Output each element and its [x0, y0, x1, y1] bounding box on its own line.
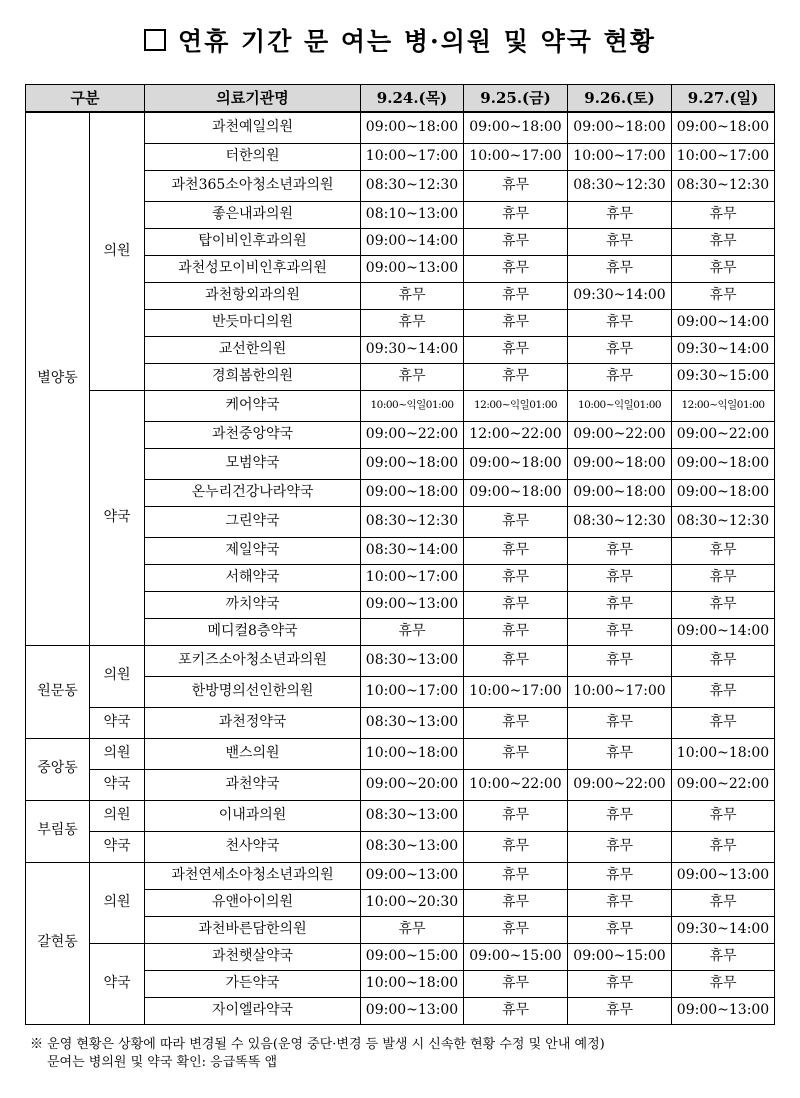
area-cell: 원문동 [26, 645, 90, 738]
hours-cell: 휴무 [672, 800, 775, 831]
hours-cell: 10:00~익일01:00 [568, 390, 672, 421]
hours-cell: 09:00~18:00 [672, 112, 775, 143]
hours-cell: 휴무 [568, 564, 672, 591]
hours-cell: 휴무 [672, 255, 775, 282]
hours-cell: 09:00~18:00 [464, 112, 568, 143]
institution-name-cell: 과천항외과의원 [145, 282, 361, 309]
institution-name-cell: 교선한의원 [145, 336, 361, 363]
hours-cell: 휴무 [672, 645, 775, 676]
hours-cell: 휴무 [464, 282, 568, 309]
hours-cell: 08:30~12:30 [568, 170, 672, 201]
hours-cell: 휴무 [568, 831, 672, 862]
hours-cell: 휴무 [568, 201, 672, 228]
type-cell: 의원 [90, 645, 145, 707]
hours-cell: 휴무 [672, 591, 775, 618]
table-row [26, 769, 775, 800]
institution-name-cell: 까치약국 [145, 591, 361, 618]
hours-cell: 휴무 [464, 862, 568, 889]
hours-cell: 09:00~18:00 [568, 448, 672, 479]
header-day: 9.26.(토) [568, 85, 672, 113]
hours-cell: 휴무 [464, 997, 568, 1024]
institution-name-cell: 과천중앙약국 [145, 421, 361, 448]
hours-cell: 09:00~18:00 [568, 112, 672, 143]
type-cell: 의원 [90, 800, 145, 831]
hours-cell: 09:00~18:00 [672, 448, 775, 479]
table-row [26, 645, 775, 676]
hours-cell: 08:30~12:30 [672, 170, 775, 201]
type-cell: 의원 [90, 112, 145, 390]
hours-cell: 10:00~익일01:00 [361, 390, 464, 421]
hours-cell: 09:00~22:00 [568, 421, 672, 448]
hours-cell: 09:00~13:00 [361, 255, 464, 282]
hours-cell: 휴무 [464, 800, 568, 831]
institution-name-cell: 경희봄한의원 [145, 363, 361, 390]
table-row [26, 738, 775, 769]
area-cell: 부림동 [26, 800, 90, 862]
institution-name-cell: 천사약국 [145, 831, 361, 862]
institution-name-cell: 모범약국 [145, 448, 361, 479]
hours-cell: 휴무 [464, 970, 568, 997]
hours-cell: 휴무 [672, 676, 775, 707]
institution-name-cell: 과천예일의원 [145, 112, 361, 143]
hours-cell: 08:30~13:00 [361, 800, 464, 831]
hours-cell: 09:00~18:00 [672, 479, 775, 506]
institution-name-cell: 케어약국 [145, 390, 361, 421]
hours-cell: 09:00~22:00 [361, 421, 464, 448]
hours-cell: 10:00~17:00 [361, 143, 464, 170]
header-category: 구분 [26, 85, 145, 113]
hours-cell: 10:00~17:00 [361, 676, 464, 707]
hours-cell: 09:00~15:00 [464, 943, 568, 970]
hours-cell: 휴무 [568, 916, 672, 943]
hours-cell: 12:00~22:00 [464, 421, 568, 448]
hours-cell: 09:00~22:00 [672, 421, 775, 448]
hours-cell: 휴무 [464, 506, 568, 537]
hours-cell: 휴무 [672, 707, 775, 738]
institution-name-cell: 온누리건강나라약국 [145, 479, 361, 506]
hours-cell: 10:00~18:00 [361, 970, 464, 997]
hours-cell: 08:30~12:30 [672, 506, 775, 537]
hours-cell: 휴무 [568, 537, 672, 564]
hours-cell: 09:30~14:00 [361, 336, 464, 363]
hours-cell: 휴무 [568, 255, 672, 282]
hours-cell: 08:30~13:00 [361, 645, 464, 676]
hours-cell: 09:00~18:00 [464, 448, 568, 479]
hours-cell: 08:30~12:30 [568, 506, 672, 537]
hours-cell: 휴무 [672, 889, 775, 916]
hours-cell: 휴무 [464, 201, 568, 228]
hours-cell: 08:30~13:00 [361, 707, 464, 738]
hours-cell: 휴무 [568, 618, 672, 645]
hours-cell: 휴무 [672, 228, 775, 255]
area-cell: 별양동 [26, 112, 90, 645]
hours-cell: 09:00~15:00 [568, 943, 672, 970]
hours-cell: 휴무 [568, 862, 672, 889]
institution-name-cell: 탑이비인후과의원 [145, 228, 361, 255]
institution-name-cell: 포키즈소아청소년과의원 [145, 645, 361, 676]
hours-cell: 휴무 [464, 889, 568, 916]
hours-cell: 휴무 [361, 282, 464, 309]
table-body [26, 112, 775, 1024]
hours-cell: 08:30~13:00 [361, 831, 464, 862]
table-row [26, 112, 775, 143]
hours-cell: 08:30~14:00 [361, 537, 464, 564]
hours-cell: 09:00~18:00 [464, 479, 568, 506]
type-cell: 약국 [90, 707, 145, 738]
header-day: 9.27.(일) [672, 85, 775, 113]
hours-cell: 09:00~22:00 [672, 769, 775, 800]
hours-cell: 휴무 [568, 363, 672, 390]
hours-cell: 10:00~20:30 [361, 889, 464, 916]
institution-name-cell: 좋은내과의원 [145, 201, 361, 228]
hours-cell: 09:00~14:00 [672, 309, 775, 336]
header-day: 9.24.(목) [361, 85, 464, 113]
hours-cell: 휴무 [568, 645, 672, 676]
hours-cell: 09:00~18:00 [361, 448, 464, 479]
institution-name-cell: 그린약국 [145, 506, 361, 537]
institution-name-cell: 서해약국 [145, 564, 361, 591]
hours-cell: 휴무 [672, 564, 775, 591]
institution-name-cell: 이내과의원 [145, 800, 361, 831]
header-row [26, 85, 775, 113]
area-cell: 중앙동 [26, 738, 90, 800]
type-cell: 의원 [90, 738, 145, 769]
hours-cell: 휴무 [672, 282, 775, 309]
type-cell: 약국 [90, 943, 145, 1024]
institution-name-cell: 과천정약국 [145, 707, 361, 738]
hours-cell: 10:00~17:00 [464, 676, 568, 707]
institution-name-cell: 가든약국 [145, 970, 361, 997]
type-cell: 약국 [90, 831, 145, 862]
hours-cell: 휴무 [464, 645, 568, 676]
hours-cell: 휴무 [568, 309, 672, 336]
type-cell: 약국 [90, 769, 145, 800]
hours-cell: 휴무 [568, 970, 672, 997]
hours-cell: 09:00~18:00 [568, 479, 672, 506]
hours-cell: 10:00~17:00 [672, 143, 775, 170]
hours-cell: 09:00~13:00 [672, 862, 775, 889]
hours-cell: 10:00~17:00 [464, 143, 568, 170]
hours-cell: 09:30~14:00 [568, 282, 672, 309]
hours-cell: 휴무 [361, 916, 464, 943]
page-title [0, 22, 800, 58]
header-day: 9.25.(금) [464, 85, 568, 113]
hours-cell: 휴무 [464, 228, 568, 255]
hours-cell: 09:00~20:00 [361, 769, 464, 800]
hours-cell: 09:00~18:00 [361, 479, 464, 506]
hours-cell: 09:00~18:00 [361, 112, 464, 143]
hours-cell: 휴무 [464, 738, 568, 769]
institution-name-cell: 자이엘라약국 [145, 997, 361, 1024]
hours-cell: 09:00~13:00 [361, 997, 464, 1024]
hours-cell: 휴무 [464, 591, 568, 618]
hours-cell: 09:00~13:00 [361, 591, 464, 618]
hours-cell: 휴무 [464, 537, 568, 564]
checkbox-square-icon [144, 29, 166, 51]
table-row [26, 707, 775, 738]
table-row [26, 862, 775, 889]
hours-cell: 휴무 [568, 707, 672, 738]
hours-cell: 휴무 [464, 336, 568, 363]
footnote-line: 문여는 병의원 및 약국 확인: 응급똑똑 앱 [47, 1055, 278, 1070]
hours-cell: 08:10~13:00 [361, 201, 464, 228]
hours-cell: 휴무 [464, 831, 568, 862]
hours-cell: 09:30~14:00 [672, 916, 775, 943]
hours-cell: 10:00~17:00 [568, 676, 672, 707]
hours-cell: 09:00~14:00 [361, 228, 464, 255]
hours-cell: 09:00~13:00 [361, 862, 464, 889]
institution-name-cell: 메디컬8층약국 [145, 618, 361, 645]
institution-name-cell: 유앤아이의원 [145, 889, 361, 916]
hours-cell: 휴무 [464, 363, 568, 390]
table-row [26, 831, 775, 862]
hours-cell: 09:00~13:00 [672, 997, 775, 1024]
hours-cell: 휴무 [361, 618, 464, 645]
hours-cell: 09:30~15:00 [672, 363, 775, 390]
hours-cell: 휴무 [568, 591, 672, 618]
table-row [26, 390, 775, 421]
hours-cell: 휴무 [568, 889, 672, 916]
institution-name-cell: 과천성모이비인후과의원 [145, 255, 361, 282]
hours-cell: 휴무 [672, 831, 775, 862]
hours-cell: 휴무 [568, 997, 672, 1024]
page-title-text: 연휴 기간 문 여는 병·의원 및 약국 현황 [178, 27, 656, 56]
hours-cell: 휴무 [361, 309, 464, 336]
hours-cell: 08:30~12:30 [361, 170, 464, 201]
hours-cell: 10:00~17:00 [568, 143, 672, 170]
hours-cell: 10:00~22:00 [464, 769, 568, 800]
hours-cell: 휴무 [672, 970, 775, 997]
footnote-line: ※ 운영 현황은 상황에 따라 변경될 수 있음(운영 중단·변경 등 발생 시 신속한 현황 수정 및 안내 예정) [30, 1037, 605, 1052]
table-row [26, 943, 775, 970]
institution-name-cell: 과천약국 [145, 769, 361, 800]
hours-cell: 12:00~익일01:00 [672, 390, 775, 421]
hours-cell: 휴무 [672, 201, 775, 228]
hours-cell: 휴무 [464, 618, 568, 645]
hours-cell: 09:00~22:00 [568, 769, 672, 800]
header-name: 의료기관명 [145, 85, 361, 113]
type-cell: 약국 [90, 390, 145, 645]
hours-cell: 휴무 [568, 228, 672, 255]
hours-cell: 휴무 [464, 170, 568, 201]
hours-cell: 휴무 [464, 564, 568, 591]
hours-cell: 휴무 [672, 943, 775, 970]
hours-cell: 10:00~17:00 [361, 564, 464, 591]
institution-name-cell: 반듯마디의원 [145, 309, 361, 336]
institution-name-cell: 과천365소아청소년과의원 [145, 170, 361, 201]
hours-cell: 휴무 [568, 336, 672, 363]
hours-cell: 10:00~18:00 [361, 738, 464, 769]
hours-cell: 08:30~12:30 [361, 506, 464, 537]
hours-cell: 09:30~14:00 [672, 336, 775, 363]
hours-cell: 휴무 [568, 800, 672, 831]
schedule-table [25, 84, 775, 1025]
institution-name-cell: 과천바른담한의원 [145, 916, 361, 943]
hours-cell: 휴무 [464, 255, 568, 282]
hours-cell: 휴무 [672, 537, 775, 564]
area-cell: 갈현동 [26, 862, 90, 1024]
hours-cell: 12:00~익일01:00 [464, 390, 568, 421]
hours-cell: 09:00~14:00 [672, 618, 775, 645]
institution-name-cell: 밴스의원 [145, 738, 361, 769]
institution-name-cell: 터한의원 [145, 143, 361, 170]
footnotes [30, 1036, 790, 1072]
hours-cell: 휴무 [464, 309, 568, 336]
hours-cell: 휴무 [361, 363, 464, 390]
institution-name-cell: 과천연세소아청소년과의원 [145, 862, 361, 889]
institution-name-cell: 제일약국 [145, 537, 361, 564]
institution-name-cell: 과천햇살약국 [145, 943, 361, 970]
hours-cell: 10:00~18:00 [672, 738, 775, 769]
hours-cell: 09:00~15:00 [361, 943, 464, 970]
hours-cell: 휴무 [568, 738, 672, 769]
hours-cell: 휴무 [464, 707, 568, 738]
type-cell: 의원 [90, 862, 145, 943]
table-row [26, 800, 775, 831]
hours-cell: 휴무 [464, 916, 568, 943]
institution-name-cell: 한방명의선인한의원 [145, 676, 361, 707]
